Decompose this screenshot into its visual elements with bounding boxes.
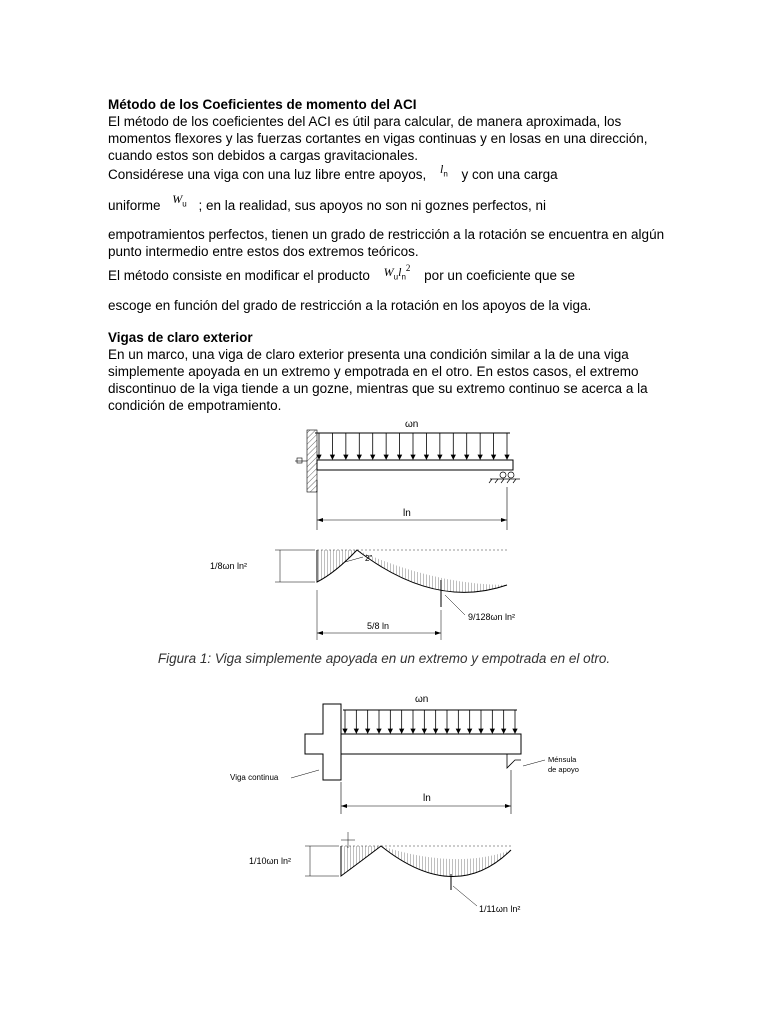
load-label: ωn [415, 694, 429, 705]
paragraph: Considérese una viga con una luz libre entre apoyos, $l_n$ y con una carga [108, 162, 558, 182]
distance-label: 5/8 ln [367, 621, 390, 631]
right-label-2: de apoyo [548, 765, 579, 774]
load-arrow-head [513, 729, 517, 733]
load-arrow-head [357, 455, 361, 459]
section-title: Método de los Coeficientes de momento del ACI [108, 97, 417, 112]
load-arrow-head [330, 455, 334, 459]
figure1-diagram [210, 415, 555, 645]
right-label-1: Ménsula [548, 755, 577, 764]
load-arrow-head [377, 729, 381, 733]
paragraph: El método consiste en modificar el producto $W_ul_n^2$ por un coeficiente que se [108, 262, 576, 283]
section-title: Vigas de claro exterior [108, 330, 253, 345]
symbol-wu-ln2: $W_ul_n^2$ [383, 262, 411, 282]
load-arrow-head [451, 455, 455, 459]
beam [317, 460, 513, 470]
moment-negative-label: 1/10ωn ln² [249, 856, 292, 866]
left-label: Viga continua [230, 773, 279, 782]
load-arrow-head [424, 455, 428, 459]
load-arrow-head [354, 729, 358, 733]
load-arrow-head [492, 455, 496, 459]
load-arrow-head [398, 455, 402, 459]
paragraph: empotramientos perfectos, tienen un grado de restricción a la rotación se encuentra en algún punto intermedio entre estos dos extremos teóricos. [108, 226, 665, 259]
load-label: ωn [405, 419, 419, 430]
load-arrow-head [344, 455, 348, 459]
load-arrow-head [468, 729, 472, 733]
section-aci-method [108, 96, 668, 314]
load-arrow-head [490, 729, 494, 733]
roller-support [489, 472, 520, 483]
span-label: ln [403, 508, 411, 519]
span-label: ln [423, 793, 431, 804]
load-arrow-head [445, 729, 449, 733]
load-arrow-head [478, 455, 482, 459]
load-arrow-head [411, 729, 415, 733]
load-arrow-head [422, 729, 426, 733]
column [305, 704, 341, 780]
inflection-label: 2" [365, 554, 373, 563]
load-arrow-head [371, 455, 375, 459]
paragraph: En un marco, una viga de claro exterior presenta una condición similar a la de una viga simplemente apoyada en un extremo y empotrada en el otro. En estos casos, el extremo discontinuo de la viga tiende a un gozne, mientras que su extremo continuo se acerca a la condición de empotramiento. [108, 347, 648, 413]
load-arrow-head [479, 729, 483, 733]
load-arrow-head [411, 455, 415, 459]
load-arrow-head [434, 729, 438, 733]
load-arrow-head [343, 729, 347, 733]
load-arrows [343, 710, 517, 733]
symbol-wu: $W_u$ [172, 192, 187, 209]
symbol-ln: $l_n$ [439, 162, 448, 179]
load-arrow-head [388, 729, 392, 733]
load-arrow-head [400, 729, 404, 733]
figure2-diagram [215, 690, 579, 922]
figure-caption: Figura 1: Viga simplemente apoyada en un extremo y empotrada en el otro. [157, 651, 611, 666]
load-arrow-head [438, 455, 442, 459]
load-arrow-head [505, 455, 509, 459]
paragraph: El método de los coeficientes del ACI es útil para calcular, de manera aproximada, los momentos flexores y las fuerzas cortantes en vigas continuas y en losas en una dirección, cuando estos son debidos a cargas gravitacionales. [108, 114, 648, 163]
load-arrow-head [456, 729, 460, 733]
load-arrow-head [384, 455, 388, 459]
load-arrow-head [366, 729, 370, 733]
bracket-support [507, 754, 521, 768]
paragraph: uniforme $W_u$ ; en la realidad, sus apoyos no son ni goznes perfectos, ni [108, 192, 546, 214]
moment-positive-label: 1/11ωn ln² [479, 904, 521, 914]
moment-negative-label: 1/8ωn ln² [210, 561, 248, 571]
load-arrows [317, 433, 509, 459]
beam [341, 734, 521, 754]
load-arrow-head [465, 455, 469, 459]
paragraph: escoge en función del grado de restricción a la rotación en los apoyos de la viga. [108, 298, 592, 314]
section-exterior-span [108, 329, 668, 414]
load-arrow-head [502, 729, 506, 733]
load-arrow-head [317, 455, 321, 459]
moment-positive-label: 9/128ωn ln² [468, 612, 516, 622]
